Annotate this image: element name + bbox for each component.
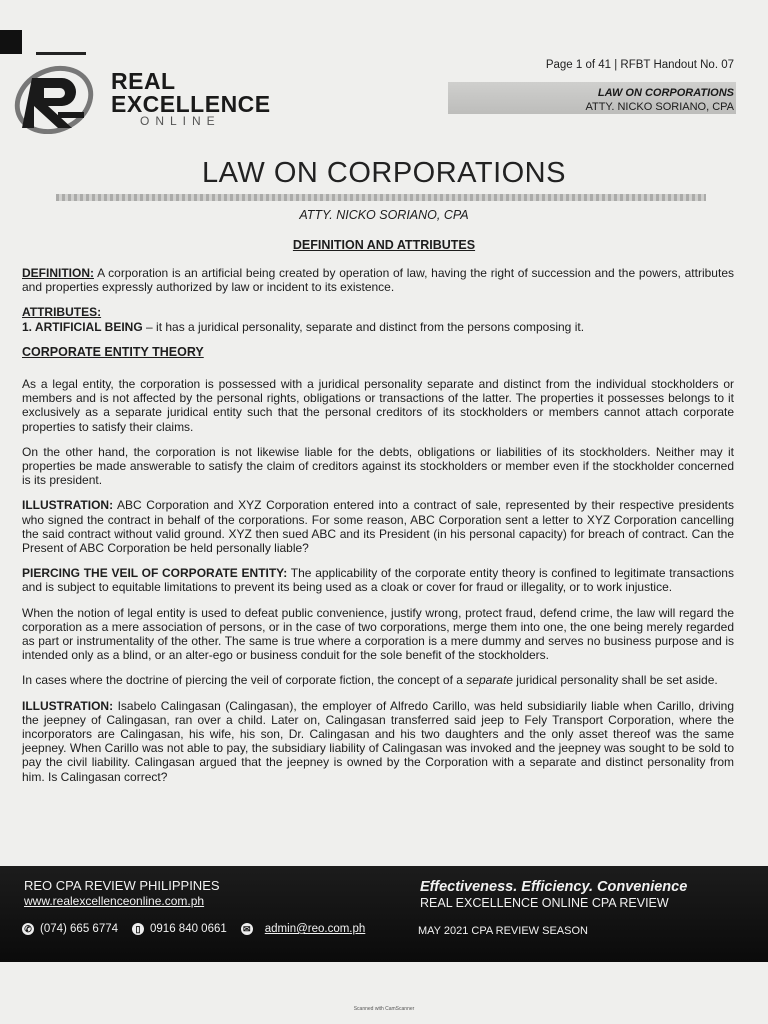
scanned-watermark: Scanned with CamScanner (353, 1006, 415, 1012)
footer-tagline: Effectiveness. Efficiency. Convenience (420, 879, 688, 895)
document-author: ATTY. NICKO SORIANO, CPA (299, 208, 469, 222)
piercing-veil-text: The applicability of the corporate entity theory is confined to legitimate transactions and is subject to equitable limitations to prevent its being used as a cloak or cover for fraud or illegality, or to work injustice. (22, 566, 734, 595)
definition-text: A corporation is an artificial being created by operation of law, having the right of succession and the powers, attributes and properties expressly authorized by law or incident to its existence. (22, 266, 734, 295)
scan-dash-mark (36, 52, 86, 55)
email-icon: ✉ (241, 923, 253, 935)
illustration-2-label: ILLUSTRATION: (22, 698, 114, 713)
para4-emphasis: separate (466, 673, 513, 688)
logo-text-real: REAL (111, 68, 176, 94)
footer-season: MAY 2021 CPA REVIEW SEASON (418, 925, 588, 937)
brand-logo (14, 60, 304, 136)
piercing-veil-paragraph (22, 566, 734, 594)
piercing-veil-label: PIERCING THE VEIL OF CORPORATE ENTITY: (22, 566, 288, 581)
logo-text-online: ONLINE (140, 114, 221, 128)
header-author: ATTY. NICKO SORIANO, CPA (585, 101, 734, 113)
attributes-label: ATTRIBUTES: (22, 305, 102, 320)
document-body (22, 266, 734, 795)
logo-text-excellence: EXCELLENCE (111, 91, 271, 117)
footer-org: REO CPA REVIEW PHILIPPINES (24, 878, 220, 893)
theory-paragraph-1: As a legal entity, the corporation is possessed with a juridical personality separate and distinct from the individual stockholders or members and is not affected by the personal rights, obligations or transactions of the latter. The properties it possesses belongs to it exclusively as a separate juridical entity such that the personal creditors of its stockholders or members cannot attach corporate properties to satisfy their claims. (22, 377, 734, 434)
phone-icon: ✆ (22, 923, 34, 935)
para4-text-b: juridical personality shall be set aside. (512, 673, 718, 688)
attributes-block (22, 305, 734, 333)
illustration-1-label: ILLUSTRATION: (22, 498, 114, 513)
theory-paragraph-4 (22, 673, 734, 687)
footer-contacts (22, 923, 365, 935)
page-info: Page 1 of 41 | RFBT Handout No. 07 (545, 59, 734, 71)
illustration-1-text: ABC Corporation and XYZ Corporation entered into a contract of sale, represented by their respective presidents who signed the contract in behalf of the corporations. For some reason, ABC Corporation sent a letter to XYZ Corporation cancelling the said contract without valid ground. XYZ then sued ABC and its President (in his personal capacity) for breach of contract. Can the Present of ABC Corporation be held personally liable? (22, 498, 734, 556)
illustration-2-text: Isabelo Calingasan (Calingasan), the employer of Alfredo Carillo, was held subsidiarily liable when Carillo, driving the jeepney of Calingasan, ran over a child. Later on, Calingasan transferred said jeep to Fely Transport Corporation, where the incorporators are Calingasan, his wife, his son, Dr. Calingasan and his two daughters and the only asset thereof was the same jeepney. When Carillo was not able to pay, the subsidiary liability of Calingasan was invoked and the jeepney was sought to be sold to pay the civil liability. Calingasan argued that the jeepney is owned by the Corporation with a separate and distinct personality from him. Is Calingasan correct? (22, 698, 734, 784)
footer-email-link[interactable]: admin@reo.com.ph (264, 923, 366, 935)
footer-subtitle: REAL EXCELLENCE ONLINE CPA REVIEW (420, 896, 669, 910)
illustration-1 (22, 498, 734, 555)
footer-mobile: 0916 840 0661 (150, 923, 227, 935)
header-topic: LAW ON CORPORATIONS (597, 87, 734, 99)
theory-paragraph-3: When the notion of legal entity is used to defeat public convenience, justify wrong, protect fraud, defend crime, the law will regard the corporation as a mere association of persons, or in the case of two corporations, merge them into one, the one being merely regarded as part or instrumentality of the other. The same is true where a corporation is a mere dummy and serves no business purpose and is intended only as a blind, or an alter-ego or business conduit for the sole benefit of the stockholders. (22, 605, 734, 663)
para4-text-a: In cases where the doctrine of piercing the veil of corporate fiction, the concept of a (22, 673, 467, 688)
footer-phone: (074) 665 6774 (40, 923, 119, 935)
scan-corner-mark (0, 30, 22, 54)
definition-paragraph (22, 266, 734, 294)
title-divider (56, 194, 706, 201)
attribute-1-text: – it has a juridical personality, separate and distinct from the persons composing it. (142, 319, 585, 334)
definition-label: DEFINITION: (22, 266, 94, 280)
section-heading: DEFINITION AND ATTRIBUTES (292, 238, 476, 252)
mobile-icon: ▯ (132, 923, 144, 935)
page-footer (0, 866, 768, 962)
document-title: LAW ON CORPORATIONS (202, 157, 566, 189)
illustration-2 (22, 699, 734, 784)
reo-logo-icon (14, 60, 106, 134)
attribute-1-label: 1. ARTIFICIAL BEING (22, 319, 143, 334)
theory-heading: CORPORATE ENTITY THEORY (22, 344, 204, 359)
footer-website-link[interactable]: www.realexcellenceonline.com.ph (24, 894, 205, 908)
theory-paragraph-2: On the other hand, the corporation is not likewise liable for the debts, obligations or liabilities of its stockholders. Neither may it properties be made answerable to satisfy the claim of creditors against its stockholders or member even if the stockholder concerned is its president. (22, 444, 734, 488)
